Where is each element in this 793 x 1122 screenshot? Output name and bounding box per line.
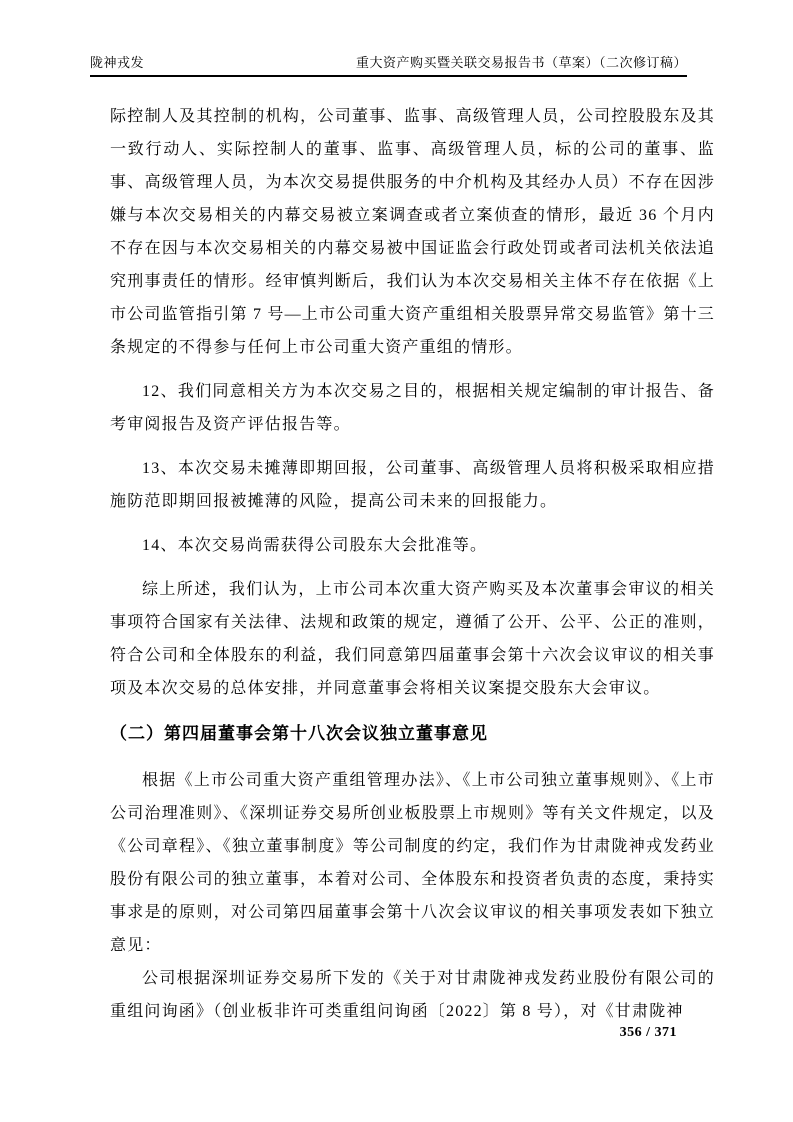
section-heading: （二）第四届董事会第十八次会议独立董事意见 bbox=[110, 724, 488, 743]
header-company-short-name: 陇神戎发 bbox=[90, 55, 145, 70]
paragraph-item-12: 12、我们同意相关方为本次交易之目的，根据相关规定编制的审计报告、备考审阅报告及资产评估报告等。 bbox=[110, 383, 715, 433]
paragraph-item-13: 13、本次交易未摊薄即期回报，公司董事、高级管理人员将积极采取相应措施防范即期回报被摊薄的风险，提高公司未来的回报能力。 bbox=[110, 460, 715, 510]
page-header bbox=[90, 55, 687, 77]
page-number: 356 / 371 bbox=[619, 1025, 677, 1040]
header-report-title: 重大资产购买暨关联交易报告书（草案）（二次修订稿） bbox=[355, 55, 687, 70]
paragraph-continuation: 际控制人及其控制的机构，公司董事、监事、高级管理人员，公司控股股东及其一致行动人、实际控制人的董事、监事、高级管理人员，标的公司的董事、监事、高级管理人员，为本次交易提供服务的中介机构及其经办人员）不存在因涉嫌与本次交易相关的内幕交易被立案调查或者立案侦查的情形，最近 36 个月内不存在因与本次交易相关的内幕交易被中国证监会行政处罚或者司法机关依法追究刑事责任的情形。经审慎判断后，我们认为本次交易相关主体不存在依据《上市公司监管指引第 7 号—上市公司重大资产重组相关股票异常交易监管》第十三条规定的不得参与任何上市公司重大资产重组的情形。 bbox=[110, 108, 715, 356]
paragraph-inquiry: 公司根据深圳证券交易所下发的《关于对甘肃陇神戎发药业股份有限公司的重组问询函》（创业板非许可类重组问询函〔2022〕第 8 号），对《甘肃陇神 bbox=[110, 970, 715, 1020]
document-body bbox=[110, 100, 715, 1039]
paragraph-summary: 综上所述，我们认为，上市公司本次重大资产购买及本次董事会审议的相关事项符合国家有关法律、法规和政策的规定，遵循了公开、公平、公正的准则，符合公司和全体股东的利益，我们同意第四届董事会第十六次会议审议的相关事项及本次交易的总体安排，并同意董事会将相关议案提交股东大会审议。 bbox=[110, 581, 715, 697]
paragraph-item-14: 14、本次交易尚需获得公司股东大会批准等。 bbox=[142, 537, 488, 554]
paragraph-basis: 根据《上市公司重大资产重组管理办法》、《上市公司独立董事规则》、《上市公司治理准则》、《深圳证券交易所创业板股票上市规则》等有关文件规定，以及《公司章程》、《独立董事制度》等公司制度的约定，我们作为甘肃陇神戎发药业股份有限公司的独立董事，本着对公司、全体股东和投资者负责的态度，秉持实事求是的原则，对公司第四届董事会第十八次会议审议的相关事项发表如下独立意见： bbox=[110, 772, 715, 954]
page-footer bbox=[620, 1025, 677, 1041]
